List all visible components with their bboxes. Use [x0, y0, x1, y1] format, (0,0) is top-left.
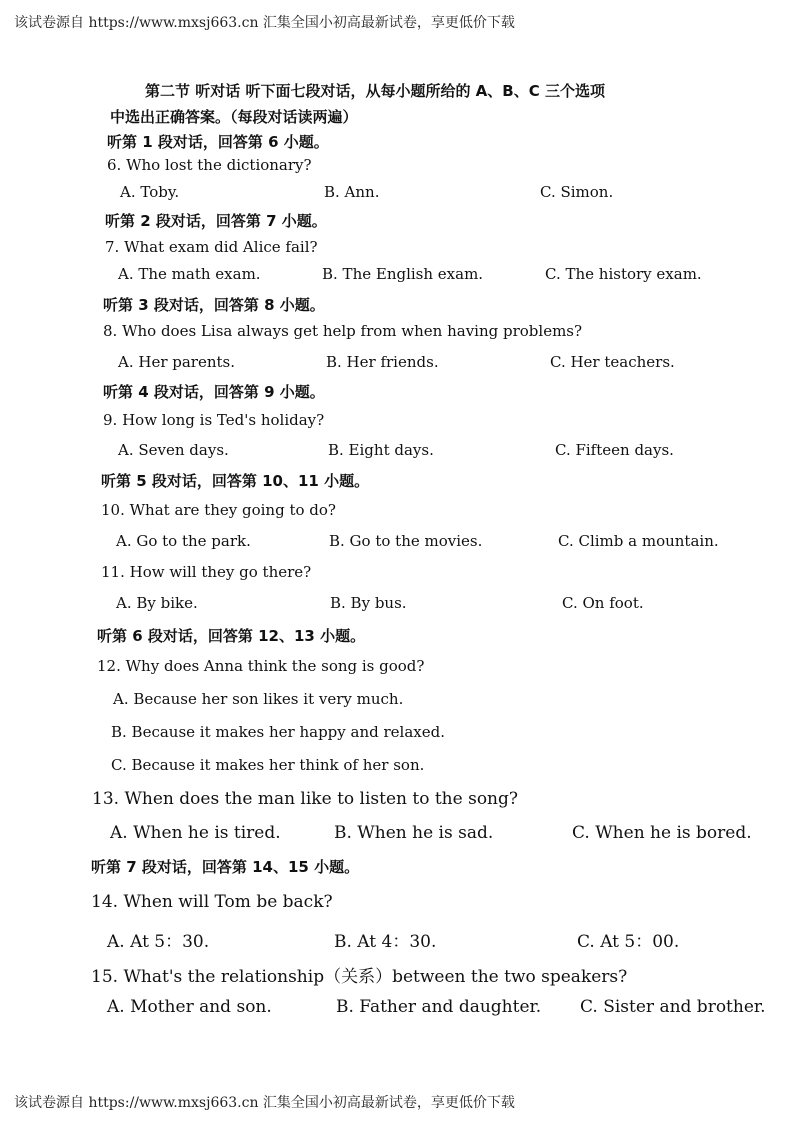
q7-option-b: B. The English exam.	[322, 265, 484, 283]
question-11: 11. How will they go there?	[101, 563, 312, 581]
question-6: 6. Who lost the dictionary?	[107, 156, 312, 174]
q6-option-b: B. Ann.	[324, 183, 380, 201]
section-intro-line2: 中选出正确答案。（每段对话读两遍）	[110, 108, 358, 126]
question-9: 9. How long is Ted's holiday?	[103, 411, 325, 429]
question-12: 12. Why does Anna think the song is good?	[97, 657, 425, 675]
q11-option-a: A. By bike.	[116, 594, 198, 612]
q14-option-b: B. At 4：30.	[334, 932, 437, 952]
q6-option-c: C. Simon.	[540, 183, 614, 201]
question-8: 8. Who does Lisa always get help from when having problems?	[103, 322, 583, 340]
q8-option-b: B. Her friends.	[326, 353, 439, 371]
source-banner-top: 该试卷源自 https://www.mxsj663.cn 汇集全国小初高最新试卷，享更低价下载	[14, 15, 515, 31]
q8-option-c: C. Her teachers.	[550, 353, 675, 371]
q10-option-b: B. Go to the movies.	[329, 532, 483, 550]
q13-option-c: C. When he is bored.	[572, 823, 752, 843]
dialog-1-header: 听第 1 段对话，回答第 6 小题。	[107, 133, 329, 151]
q14-option-c: C. At 5：00.	[577, 932, 680, 952]
q12-option-b: B. Because it makes her happy and relaxed.	[111, 723, 445, 741]
q9-option-b: B. Eight days.	[328, 441, 434, 459]
q13-option-b: B. When he is sad.	[334, 823, 494, 843]
question-13: 13. When does the man like to listen to the song?	[92, 789, 519, 809]
question-7: 7. What exam did Alice fail?	[105, 238, 318, 256]
q9-option-a: A. Seven days.	[118, 441, 229, 459]
dialog-7-header: 听第 7 段对话，回答第 14、15 小题。	[91, 858, 360, 876]
question-15: 15. What's the relationship（关系）between the two speakers?	[91, 967, 628, 987]
q11-option-c: C. On foot.	[562, 594, 644, 612]
q10-option-a: A. Go to the park.	[116, 532, 251, 550]
question-10: 10. What are they going to do?	[101, 501, 336, 519]
dialog-6-header: 听第 6 段对话，回答第 12、13 小题。	[97, 627, 366, 645]
q7-option-a: A. The math exam.	[118, 265, 261, 283]
q13-option-a: A. When he is tired.	[110, 823, 281, 843]
dialog-2-header: 听第 2 段对话，回答第 7 小题。	[105, 212, 327, 230]
dialog-5-header: 听第 5 段对话，回答第 10、11 小题。	[101, 472, 370, 490]
q14-option-a: A. At 5：30.	[107, 932, 210, 952]
source-banner-bottom: 该试卷源自 https://www.mxsj663.cn 汇集全国小初高最新试卷，享更低价下载	[14, 1095, 515, 1111]
q15-option-c: C. Sister and brother.	[580, 997, 766, 1017]
q11-option-b: B. By bus.	[330, 594, 407, 612]
question-14: 14. When will Tom be back?	[91, 892, 333, 912]
q7-option-c: C. The history exam.	[545, 265, 702, 283]
q9-option-c: C. Fifteen days.	[555, 441, 674, 459]
dialog-4-header: 听第 4 段对话，回答第 9 小题。	[103, 383, 325, 401]
section-intro-line1: 第二节 听对话 听下面七段对话，从每小题所给的 A、B、C 三个选项	[145, 82, 605, 100]
q10-option-c: C. Climb a mountain.	[558, 532, 719, 550]
q15-option-a: A. Mother and son.	[107, 997, 272, 1017]
dialog-3-header: 听第 3 段对话，回答第 8 小题。	[103, 296, 325, 314]
q12-option-c: C. Because it makes her think of her son.	[111, 756, 425, 774]
q15-option-b: B. Father and daughter.	[336, 997, 542, 1017]
q12-option-a: A. Because her son likes it very much.	[113, 690, 404, 708]
q6-option-a: A. Toby.	[120, 183, 180, 201]
q8-option-a: A. Her parents.	[118, 353, 236, 371]
